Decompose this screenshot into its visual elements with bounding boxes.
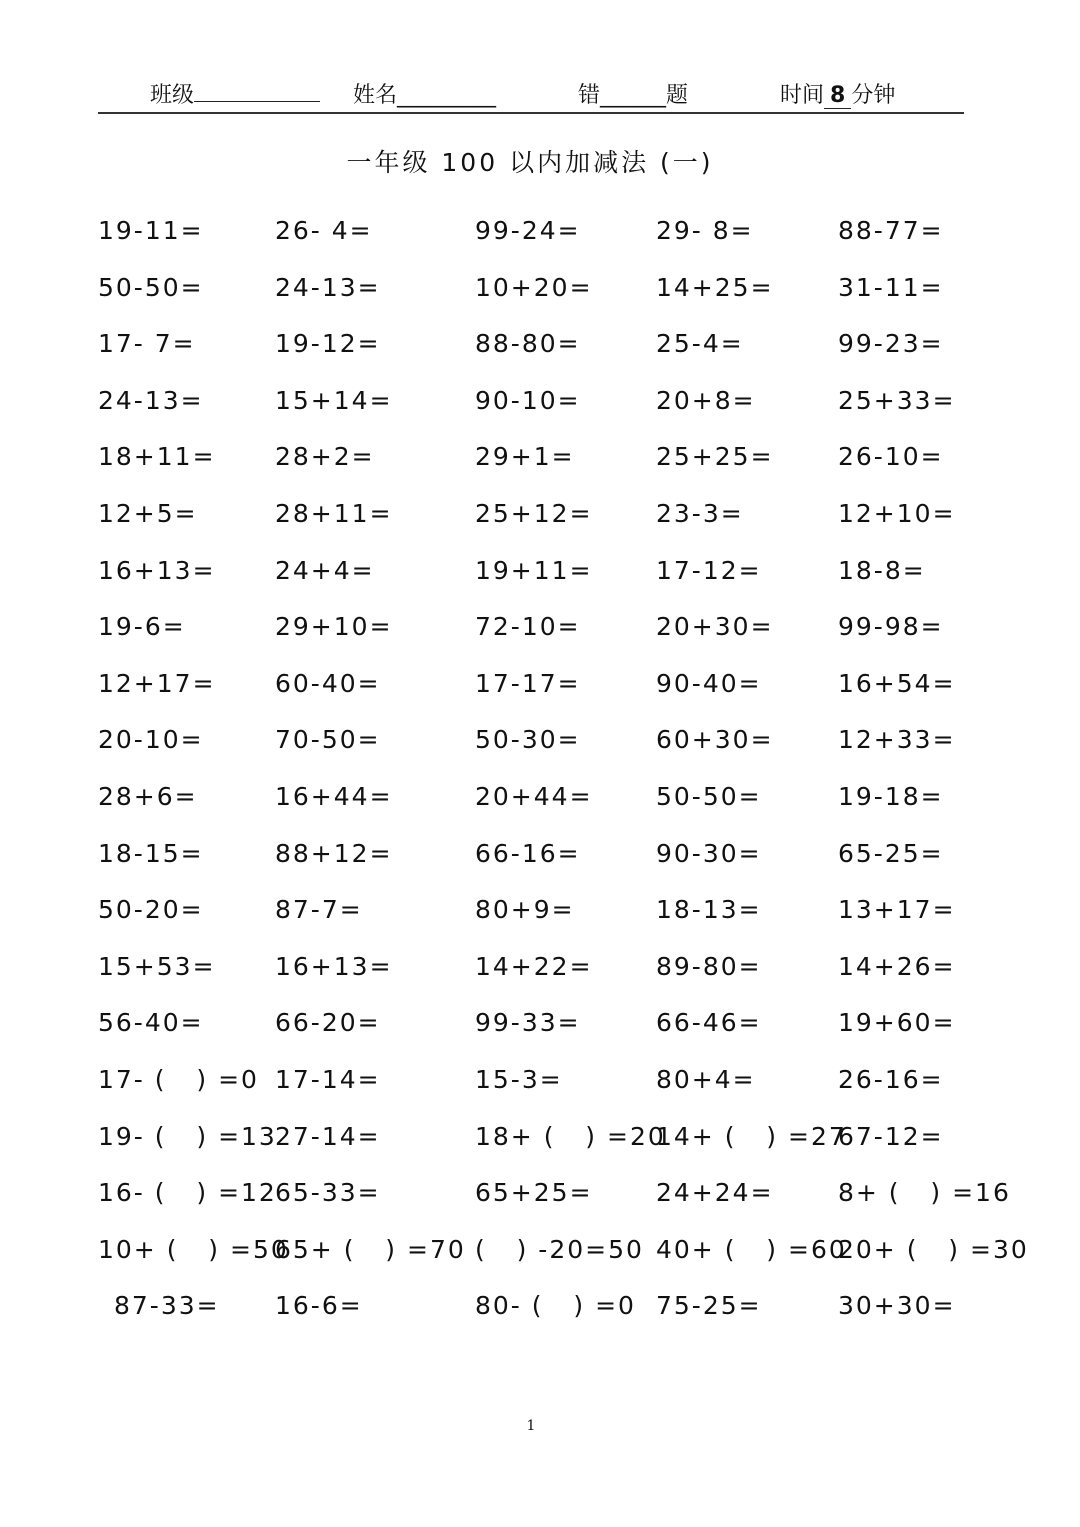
math-problem: 65-33=	[275, 1178, 381, 1207]
worksheet-header	[98, 76, 964, 114]
math-problem: 24+4=	[275, 556, 375, 585]
wrong-count-field	[578, 78, 688, 109]
class-blank[interactable]	[194, 79, 320, 102]
page-number: 1	[526, 1418, 536, 1434]
math-problem: 67-12=	[838, 1122, 944, 1151]
math-problem: 24-13=	[275, 273, 381, 302]
math-problem: 88+12=	[275, 839, 393, 868]
math-problem: 18+11=	[98, 442, 216, 471]
math-problem: 90-40=	[656, 669, 762, 698]
math-problem: 65+25=	[475, 1178, 593, 1207]
math-problem: 13+17=	[838, 895, 956, 924]
math-problem: 40+ ( ) =60	[656, 1235, 847, 1264]
math-problem: 28+11=	[275, 499, 393, 528]
math-problem: 25+25=	[656, 442, 774, 471]
math-problem: 10+20=	[475, 273, 593, 302]
time-value: 8	[824, 83, 851, 109]
time-unit: 分钟	[851, 83, 896, 108]
math-problem: 17-17=	[475, 669, 581, 698]
math-problem: 14+26=	[838, 952, 956, 981]
math-problem: 99-98=	[838, 612, 944, 641]
name-label: 姓名	[353, 83, 398, 108]
math-problem: 19-12=	[275, 329, 381, 358]
math-problem: 12+10=	[838, 499, 956, 528]
math-problem: 70-50=	[275, 725, 381, 754]
math-problem: 16+44=	[275, 782, 393, 811]
math-problem: 19- ( ) =13	[98, 1122, 277, 1151]
name-field	[353, 78, 496, 109]
math-problem: 72-10=	[475, 612, 581, 641]
math-problem: 88-77=	[838, 216, 944, 245]
math-problem: 14+ ( ) =27	[656, 1122, 847, 1151]
math-problem: 87-7=	[275, 895, 363, 924]
math-problem: 12+5=	[98, 499, 198, 528]
math-problem: 19-6=	[98, 612, 186, 641]
math-problem: 18-15=	[98, 839, 204, 868]
math-problem: 29+1=	[475, 442, 575, 471]
math-problem: 99-24=	[475, 216, 581, 245]
math-problem: 19-18=	[838, 782, 944, 811]
math-problem: 80- ( ) =0	[475, 1291, 636, 1320]
math-problem: 17- ( ) =0	[98, 1065, 259, 1094]
math-problem: 27-14=	[275, 1122, 381, 1151]
math-problem: 20+30=	[656, 612, 774, 641]
math-problem: 66-46=	[656, 1008, 762, 1037]
wrong-label: 错	[578, 83, 601, 108]
math-problem: 16- ( ) =12	[98, 1178, 277, 1207]
math-problem: 60+30=	[656, 725, 774, 754]
math-problem: 31-11=	[838, 273, 944, 302]
math-problem: 17-14=	[275, 1065, 381, 1094]
math-problem: 18-8=	[838, 556, 926, 585]
time-label: 时间	[780, 83, 825, 108]
math-problem: 17- 7=	[98, 329, 196, 358]
math-problem: 89-80=	[656, 952, 762, 981]
math-problem: 10+ ( ) =50	[98, 1235, 289, 1264]
math-problem: 18-13=	[656, 895, 762, 924]
math-problem: 20+ ( ) =30	[838, 1235, 1029, 1264]
math-problem: 80+9=	[475, 895, 575, 924]
math-problem: 29+10=	[275, 612, 393, 641]
math-problem: 26-10=	[838, 442, 944, 471]
math-problem: 25-4=	[656, 329, 744, 358]
math-problem: 65-25=	[838, 839, 944, 868]
math-problem: 50-20=	[98, 895, 204, 924]
math-problem: ( ) -20=50	[475, 1235, 644, 1264]
math-problem: 28+2=	[275, 442, 375, 471]
math-problem: 17-12=	[656, 556, 762, 585]
math-problem: 87-33=	[114, 1291, 220, 1320]
worksheet-title: 一年级 100 以内加减法 (一)	[346, 148, 714, 177]
math-problem: 90-10=	[475, 386, 581, 415]
math-problem: 50-30=	[475, 725, 581, 754]
math-problem: 30+30=	[838, 1291, 956, 1320]
math-problem: 16+13=	[275, 952, 393, 981]
wrong-blank[interactable]: ______	[600, 83, 667, 108]
math-problem: 16+13=	[98, 556, 216, 585]
math-problem: 29- 8=	[656, 216, 754, 245]
math-problem: 15-3=	[475, 1065, 563, 1094]
math-problem: 75-25=	[656, 1291, 762, 1320]
math-problem: 99-33=	[475, 1008, 581, 1037]
math-problem: 56-40=	[98, 1008, 204, 1037]
math-problem: 24+24=	[656, 1178, 774, 1207]
math-problem: 15+53=	[98, 952, 216, 981]
math-problem: 25+12=	[475, 499, 593, 528]
math-problem: 90-30=	[656, 839, 762, 868]
math-problem: 19+60=	[838, 1008, 956, 1037]
math-problem: 20+44=	[475, 782, 593, 811]
math-problem: 19+11=	[475, 556, 593, 585]
math-problem: 66-16=	[475, 839, 581, 868]
math-problem: 14+25=	[656, 273, 774, 302]
name-blank[interactable]: _________	[397, 83, 497, 108]
math-problem: 20-10=	[98, 725, 204, 754]
math-problem: 12+17=	[98, 669, 216, 698]
math-problem: 23-3=	[656, 499, 744, 528]
math-problem: 65+ ( ) =70	[275, 1235, 466, 1264]
wrong-unit: 题	[666, 83, 689, 108]
math-problem: 19-11=	[98, 216, 204, 245]
class-label: 班级	[150, 83, 195, 108]
time-field	[780, 78, 895, 109]
math-problem: 18+ ( ) =20	[475, 1122, 666, 1151]
math-problem: 20+8=	[656, 386, 756, 415]
math-problem: 26- 4=	[275, 216, 373, 245]
math-problem: 12+33=	[838, 725, 956, 754]
math-problem: 99-23=	[838, 329, 944, 358]
math-problem: 28+6=	[98, 782, 198, 811]
math-problem: 14+22=	[475, 952, 593, 981]
math-problem: 24-13=	[98, 386, 204, 415]
math-problem: 50-50=	[656, 782, 762, 811]
math-problem: 60-40=	[275, 669, 381, 698]
math-problem: 88-80=	[475, 329, 581, 358]
math-problem: 16+54=	[838, 669, 956, 698]
math-problem: 80+4=	[656, 1065, 756, 1094]
math-problem: 8+ ( ) =16	[838, 1178, 1011, 1207]
math-problem: 26-16=	[838, 1065, 944, 1094]
math-problem: 50-50=	[98, 273, 204, 302]
math-problem: 16-6=	[275, 1291, 363, 1320]
math-problem: 66-20=	[275, 1008, 381, 1037]
math-problem: 25+33=	[838, 386, 956, 415]
class-field	[150, 78, 320, 109]
math-problem: 15+14=	[275, 386, 393, 415]
